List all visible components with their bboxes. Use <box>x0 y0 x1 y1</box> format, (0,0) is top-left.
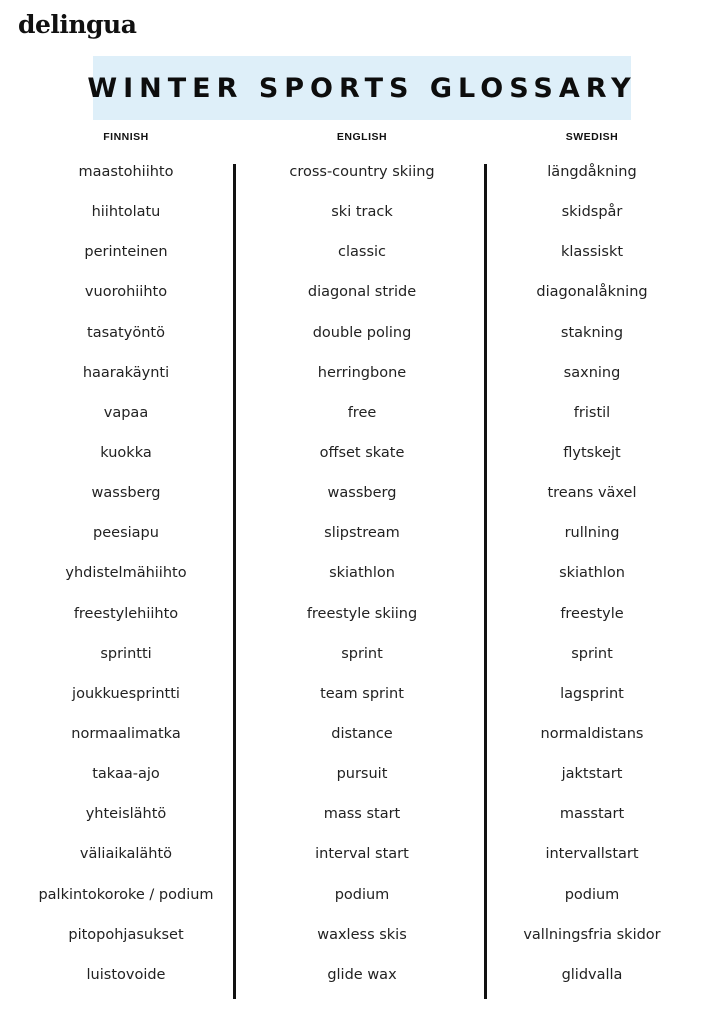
english-term: double poling <box>312 324 412 341</box>
finnish-term: wassberg <box>91 485 161 502</box>
swedish-term: klassiskt <box>560 244 624 261</box>
swedish-term: vallningsfria skidor <box>523 926 661 943</box>
swedish-term: masstart <box>559 806 625 823</box>
swedish-term: freestyle <box>560 605 624 622</box>
english-term: classic <box>338 244 386 261</box>
english-term: distance <box>331 725 393 742</box>
swedish-term: fristil <box>573 404 611 421</box>
header-english: ENGLISH <box>336 131 388 143</box>
swedish-term: flytskejt <box>563 444 621 461</box>
finnish-term: freestylehiihto <box>73 605 179 622</box>
swedish-term: sprint <box>571 645 613 662</box>
english-term: skiathlon <box>329 565 395 582</box>
english-term: mass start <box>323 806 401 823</box>
english-term: offset skate <box>319 444 405 461</box>
english-term: podium <box>334 886 390 903</box>
english-term: freestyle skiing <box>306 605 418 622</box>
finnish-term: yhdistelmähiihto <box>65 565 187 582</box>
finnish-term: vapaa <box>103 404 149 421</box>
english-term: cross-country skiing <box>289 164 435 180</box>
finnish-term: kuokka <box>100 444 152 461</box>
finnish-term: väliaikalähtö <box>79 846 173 863</box>
swedish-term: skiathlon <box>559 565 625 582</box>
swedish-term: treans växel <box>547 485 637 502</box>
finnish-term: vuorohiihto <box>84 284 168 301</box>
finnish-term: sprintti <box>100 645 152 662</box>
swedish-term: glidvalla <box>561 966 623 983</box>
english-term: ski track <box>331 204 393 221</box>
english-term: diagonal stride <box>307 284 417 301</box>
swedish-term: stakning <box>560 324 624 341</box>
title-banner <box>87 56 637 120</box>
finnish-term: palkintokoroke / podium <box>38 886 214 903</box>
swedish-term: normaldistans <box>540 725 644 742</box>
swedish-term: intervallstart <box>545 846 639 863</box>
finnish-term: peesiapu <box>93 525 159 542</box>
english-term: wassberg <box>327 485 397 502</box>
page-title: WINTER SPORTS GLOSSARY <box>87 72 637 104</box>
finnish-term: tasatyöntö <box>87 324 165 341</box>
finnish-column <box>11 152 241 995</box>
finnish-term: yhteislähtö <box>85 806 167 823</box>
english-term: slipstream <box>324 525 400 542</box>
header-swedish: SWEDISH <box>565 131 619 143</box>
english-term: glide wax <box>327 966 397 983</box>
finnish-term: luistovoide <box>86 966 166 983</box>
english-term: interval start <box>315 846 409 863</box>
swedish-column <box>477 152 707 995</box>
swedish-term: podium <box>564 886 620 903</box>
finnish-term: normaalimatka <box>71 725 181 742</box>
swedish-term: diagonalåkning <box>536 284 648 301</box>
header-finnish: FINNISH <box>103 131 149 143</box>
english-term: herringbone <box>317 364 407 381</box>
finnish-term: hiihtolatu <box>91 204 161 221</box>
swedish-term: längdåkning <box>547 164 637 180</box>
swedish-term: saxning <box>563 364 621 381</box>
swedish-term: jaktstart <box>561 766 623 783</box>
swedish-term: skidspår <box>561 204 623 221</box>
english-column <box>247 152 477 995</box>
english-term: waxless skis <box>317 926 407 943</box>
swedish-term: rullning <box>564 525 620 542</box>
english-term: pursuit <box>336 766 388 783</box>
finnish-term: takaa-ajo <box>92 766 160 783</box>
finnish-term: perinteinen <box>84 244 168 261</box>
english-term: sprint <box>341 645 383 662</box>
finnish-term: haarakäynti <box>82 364 170 381</box>
swedish-term: lagsprint <box>560 685 624 702</box>
english-term: team sprint <box>320 685 404 702</box>
finnish-term: maastohiihto <box>78 164 174 180</box>
finnish-term: pitopohjasukset <box>68 926 184 943</box>
english-term: free <box>347 404 377 421</box>
brand-logo: delingua <box>18 10 137 39</box>
finnish-term: joukkuesprintti <box>72 685 180 702</box>
